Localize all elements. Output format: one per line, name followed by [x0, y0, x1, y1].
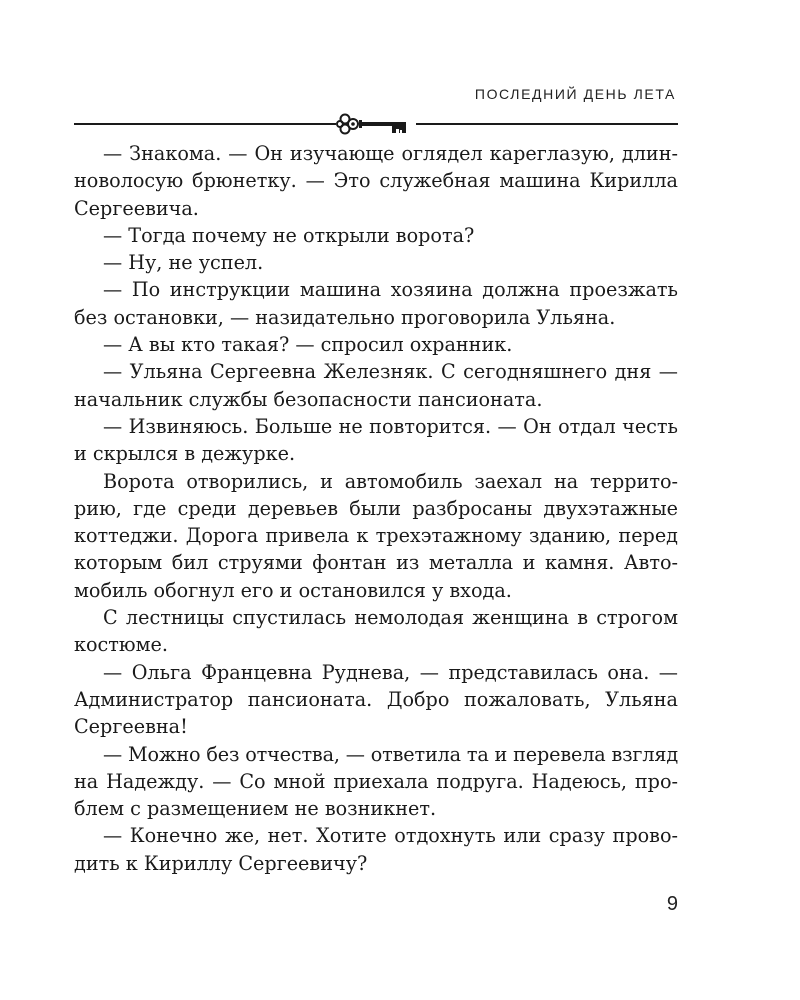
text-line: С лестницы спустилась немолодая женщина в строгом [103, 606, 678, 630]
text-line: — Ульяна Сергеевна Железняк. С сегодняшнего дня — [103, 360, 678, 384]
text-line: мобиль обогнул его и остановился у входа. [74, 578, 512, 602]
text-line: без остановки, — назидательно проговорила Ульяна. [74, 305, 616, 329]
text-line: — А вы кто такая? — спросил охранник. [103, 333, 513, 357]
text-line: — Извиняюсь. Больше не повторится. — Он отдал честь [103, 414, 678, 438]
text-line: — Конечно же, нет. Хотите отдохнуть или сразу прово- [103, 824, 678, 848]
key-icon [336, 111, 416, 137]
text-line: — Знакома. — Он изучающе оглядел кареглазую, длин- [103, 142, 678, 165]
text-line: Ворота отворились, и автомобиль заехал на террито- [103, 469, 678, 493]
text-line: блем с размещением не возникнет. [74, 797, 437, 821]
text-line: на Надежду. — Со мной приехала подруга. Надеюсь, про- [74, 769, 678, 793]
text-line: и скрылся в дежурке. [74, 442, 296, 466]
page-number: 9 [666, 893, 678, 915]
text-line: дить к Кириллу Сергеевичу? [74, 851, 368, 875]
text-line: — Можно без отчества, — ответила та и перевела взгляд [103, 742, 678, 766]
text-line: костюме. [74, 633, 168, 657]
text-line: коттеджи. Дорога привела к трехэтажному зданию, перед [74, 524, 678, 548]
text-line: которым бил струями фонтан из металла и камня. Авто- [74, 551, 678, 575]
text-line: новолосую брюнетку. — Это служебная машина Кирилла [74, 169, 678, 193]
running-head: ПОСЛЕДНИЙ ДЕНЬ ЛЕТА [474, 86, 676, 102]
text-line: — Ну, не успел. [103, 251, 264, 275]
text-line: Сергеевича. [74, 196, 199, 220]
text-line: начальник службы безопасности пансионата. [74, 387, 543, 411]
text-line: — По инструкции машина хозяина должна проезжать [103, 278, 678, 302]
text-line: — Тогда почему не открыли ворота? [103, 223, 475, 247]
body-text [74, 140, 678, 877]
text-line: рию, где среди деревьев были разбросаны двухэтажные [74, 496, 678, 520]
text-line: Сергеевна! [74, 715, 188, 739]
text-line: — Ольга Францевна Руднева, — представилась она. — [103, 660, 678, 684]
text-line: Администратор пансионата. Добро пожаловать, Ульяна [74, 687, 678, 711]
